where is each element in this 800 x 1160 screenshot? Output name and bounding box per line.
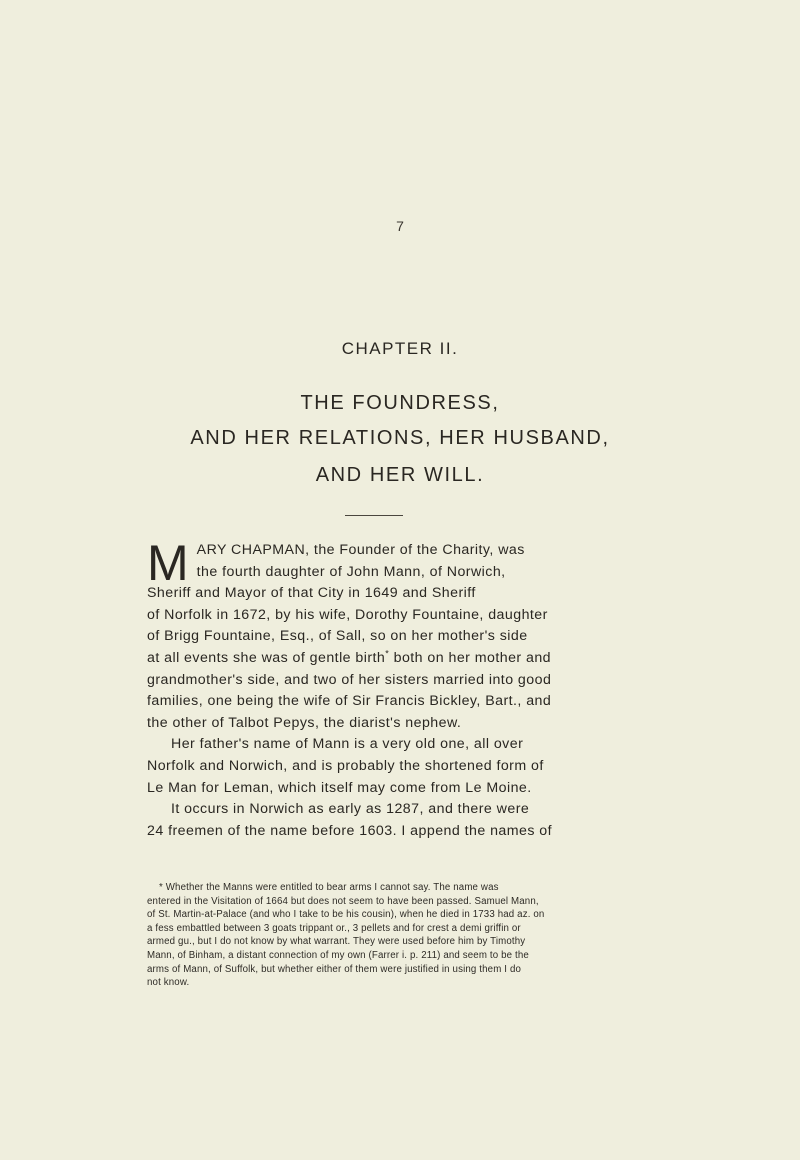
footnote-line: arms of Mann, of Suffolk, but whether either of them were justified in using them I do [147,963,522,975]
chapter-heading: CHAPTER II. [341,339,459,358]
chapter-title-line-3: AND HER WILL. [315,464,485,486]
section-divider [345,515,403,516]
footnote-reference[interactable]: * [385,648,390,659]
body-line: the other of Talbot Pepys, the diarist's nephew. [147,714,462,731]
footnote-mark: * [159,882,163,893]
body-line: It occurs in Norwich as early as 1287, and there were [171,801,530,818]
chapter-title-line-1: THE FOUNDRESS, [300,392,500,414]
body-line: Sheriff and Mayor of that City in 1649 and Sheriff [147,585,476,602]
drop-cap: M [147,535,189,591]
footnote-line-text: Whether the Manns were entitled to bear arms I cannot say. The name was [165,882,499,893]
body-line: Norfolk and Norwich, and is probably the shortened form of [147,757,544,774]
footnote-line: entered in the Visitation of 1664 but does not seem to have been passed. Samuel Mann, [147,895,539,907]
page-number: 7 [396,218,404,234]
body-line: of Norfolk in 1672, by his wife, Dorothy Fountaine, daughter [147,606,548,623]
footnote-line: Mann, of Binham, a distant connection of my own (Farrer i. p. 211) and seem to be the [147,949,529,961]
chapter-title-line-2: AND HER RELATIONS, HER HUSBAND, [190,427,610,449]
body-line: Her father's name of Mann is a very old one, all over [171,736,524,753]
body-line: ARY CHAPMAN, the Founder of the Charity, was [196,542,525,558]
body-line: Le Man for Leman, which itself may come from Le Moine. [147,779,532,796]
body-line [147,648,652,670]
footnote-line: of St. Martin-at-Palace (and who I take to be his cousin), when he died in 1733 had az. on [147,909,545,921]
body-line: the fourth daughter of John Mann, of Norwich, [196,563,506,580]
body-line: grandmother's side, and two of her sisters married into good [147,671,552,688]
footnote-line: armed gu., but I do not know by what warrant. They were used before him by Timothy [147,936,526,948]
body-line: of Brigg Fountaine, Esq., of Sall, so on her mother's side [147,628,528,645]
body-line: families, one being the wife of Sir Francis Bickley, Bart., and [147,693,552,710]
body-line-part: at all events she was of gentle birth [147,649,386,666]
footnote-line: a fess embattled between 3 goats trippant or., 3 pellets and for crest a demi griffin or [147,922,521,934]
footnote-line: not know. [147,977,190,989]
footnote [147,881,652,990]
body-line-part: both on her mother and [389,649,552,666]
body-line: 24 freemen of the name before 1603. I append the names of [147,822,553,839]
body-text [147,535,652,842]
footnote-line [147,881,652,895]
